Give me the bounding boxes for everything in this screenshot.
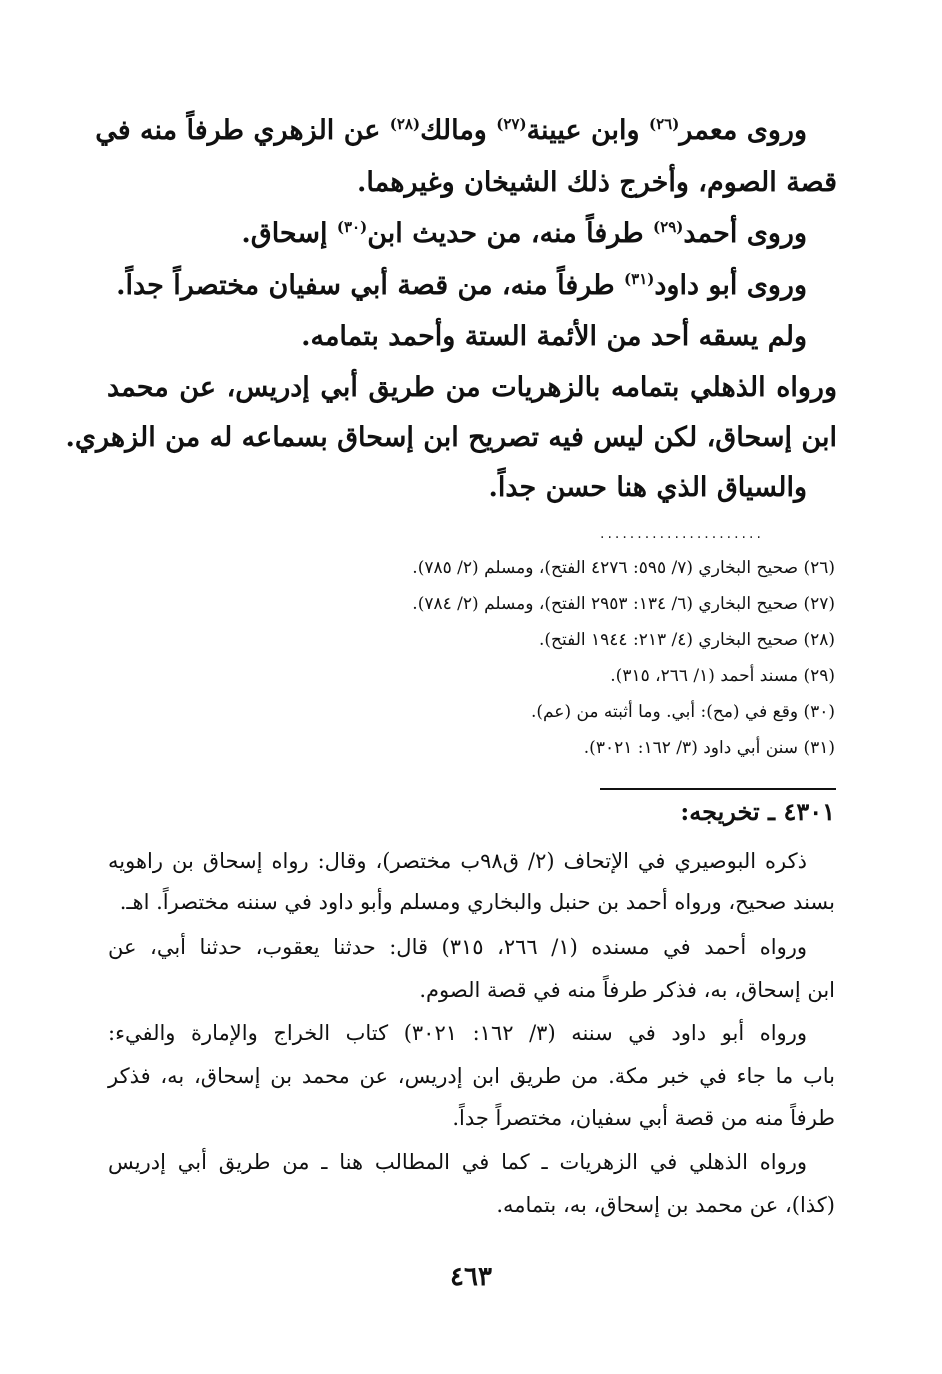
takhrij-heading: ٤٣٠١ ـ تخريجه:	[680, 797, 835, 826]
main-text-line-5: ولم يسقه أحد من الأئمة الستة وأحمد بتمامه.	[301, 321, 807, 352]
section-divider	[600, 788, 836, 790]
main-text-line-4: وروى أبو داود$^{(٣١)}$ طرفاً منه، من قصة أبي سفيان مختصراً جداً.	[116, 270, 807, 301]
footnote-ref-27: (٢٧)	[496, 115, 527, 133]
footnote-30: (٣٠) وقع في (مح): أبي. وما أثبته من (عم).	[530, 702, 835, 722]
footnote-29: (٢٩) مسند أحمد (١/ ٢٦٦، ٣١٥).	[610, 666, 835, 686]
footnote-ref-26: (٢٦)	[649, 115, 680, 133]
takhrij-line-7: طرفاً منه من قصة أبي سفيان، مختصراً جداً.	[452, 1106, 835, 1130]
main-text-line-6: ورواه الذهلي بتمامه بالزهريات من طريق أبي إدريس، عن محمد	[107, 372, 837, 403]
footnote-separator: ......................	[600, 526, 764, 542]
takhrij-line-1: ذكره البوصيري في الإتحاف (٢/ ق٩٨ب مختصر)، وقال: رواه إسحاق بن راهويه	[108, 849, 807, 873]
main-text-line-1: وروى معمر$^{(٢٦)}$ وابن عيينة$^{(٢٧)}$ ومالك$^{(٢٨)}$ عن الزهري طرفاً منه في	[95, 115, 807, 146]
takhrij-line-2: بسند صحيح، ورواه أحمد بن حنبل والبخاري ومسلم وأبو داود في سننه مختصراً. اهـ.	[119, 890, 835, 914]
footnote-ref-29: (٢٩)	[653, 218, 684, 236]
main-text-line-8: والسياق الذي هنا حسن جداً.	[488, 472, 807, 503]
takhrij-line-9: (كذا)، عن محمد بن إسحاق، به، بتمامه.	[496, 1193, 835, 1217]
footnote-28: (٢٨) صحيح البخاري (٤/ ٢١٣: ١٩٤٤ الفتح).	[538, 630, 835, 650]
takhrij-line-8: ورواه الذهلي في الزهريات ـ كما في المطالب هنا ـ من طريق أبي إدريس	[108, 1150, 807, 1174]
footnote-27: (٢٧) صحيح البخاري (٦/ ١٣٤: ٢٩٥٣ الفتح)، ومسلم (٢/ ٧٨٤).	[412, 594, 835, 614]
takhrij-line-6: باب ما جاء في خبر مكة. من طريق ابن إدريس، عن محمد بن إسحاق، به، فذكر	[108, 1064, 835, 1088]
footnote-31: (٣١) سنن أبي داود (٣/ ١٦٢: ٣٠٢١).	[583, 738, 835, 758]
footnote-26: (٢٦) صحيح البخاري (٧/ ٥٩٥: ٤٢٧٦ الفتح)، ومسلم (٢/ ٧٨٥).	[412, 558, 835, 578]
main-text-line-7: ابن إسحاق، لكن ليس فيه تصريح ابن إسحاق بسماعه له من الزهري.	[65, 422, 837, 453]
page-number: ٤٦٣	[450, 1262, 492, 1292]
footnote-ref-31: (٣١)	[624, 270, 655, 288]
takhrij-line-5: ورواه أبو داود في سننه (٣/ ١٦٢: ٣٠٢١) كتاب الخراج والإمارة والفيء:	[108, 1021, 807, 1045]
main-text-line-3: وروى أحمد$^{(٢٩)}$ طرفاً منه، من حديث ابن$^{(٣٠)}$ إسحاق.	[241, 218, 807, 249]
main-text-line-2: قصة الصوم، وأخرج ذلك الشيخان وغيرهما.	[356, 167, 837, 198]
takhrij-line-4: ابن إسحاق، به، فذكر طرفاً منه في قصة الصوم.	[419, 978, 835, 1002]
footnote-ref-30: (٣٠)	[336, 218, 368, 236]
footnote-ref-28: (٢٨)	[389, 115, 421, 133]
takhrij-line-3: ورواه أحمد في مسنده (١/ ٢٦٦، ٣١٥) قال: حدثنا يعقوب، حدثنا أبي، عن	[108, 935, 807, 959]
